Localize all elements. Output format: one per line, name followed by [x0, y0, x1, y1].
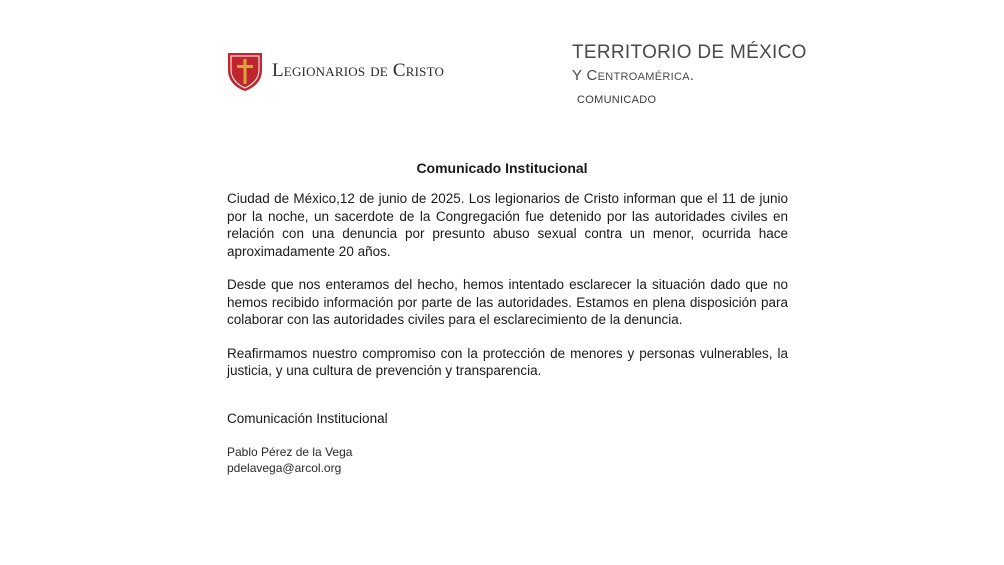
signer-email: pdelavega@arcol.org [227, 461, 342, 475]
territory-title: TERRITORIO DE MÉXICO [572, 42, 807, 63]
communique-tag: COMUNICADO [577, 94, 657, 106]
signoff: Comunicación Institucional [227, 411, 388, 426]
paragraph-1: Ciudad de México,12 de junio de 2025. Los legionarios de Cristo informan que el 11 de junio por la noche, un sacerdote de la Congregación fue detenido por las autoridades civiles en relación con una denuncia por presunto abuso sexual contra un menor, ocurrida hace aproximadamente 20 años. [227, 191, 788, 259]
territory-header [572, 42, 807, 106]
signature-block [227, 444, 352, 476]
paragraph-2: Desde que nos enteramos del hecho, hemos intentado esclarecer la situación dado que no hemos recibido información por parte de las autoridades. Estamos en plena disposición para colaborar con las autoridades civiles para el esclarecimiento de la denuncia. [227, 277, 788, 327]
organization-logo [226, 50, 444, 92]
paragraph-3: Reafirmamos nuestro compromiso con la protección de menores y personas vulnerables, la justicia, y una cultura de prevención y transparencia. [227, 345, 788, 378]
document-body [227, 190, 788, 396]
territory-subtitle: Y Centroamérica. [572, 67, 695, 84]
document-title: Comunicado Institucional [416, 160, 588, 176]
shield-cross-icon [226, 50, 264, 92]
signer-name: Pablo Pérez de la Vega [227, 445, 353, 459]
logo-text: Legionarios de Cristo [272, 60, 445, 81]
